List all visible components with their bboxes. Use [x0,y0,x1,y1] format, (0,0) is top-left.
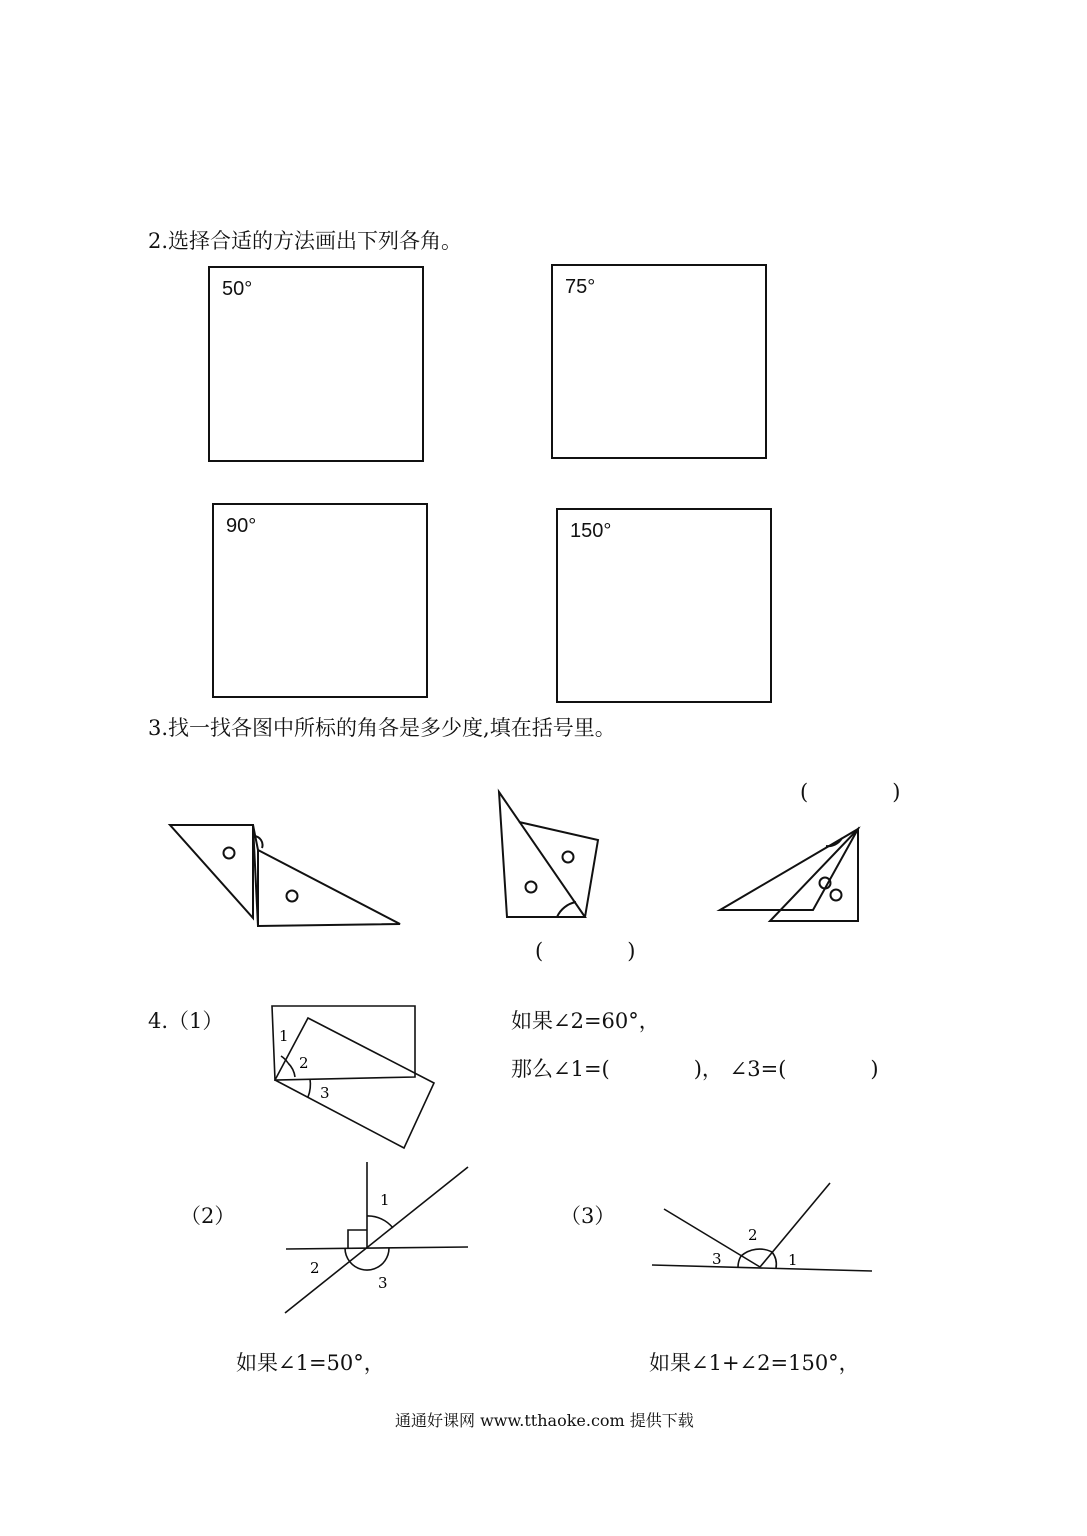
q4-part3-angle-1: 1 [788,1251,798,1269]
angle-box-label: 90° [226,515,257,537]
q4-part1-angle-2: 2 [299,1054,309,1072]
q2-title: 2.选择合适的方法画出下列各角。 [148,229,463,253]
q4-part2-angle-2: 2 [310,1259,320,1277]
angle-box-label: 150° [570,520,612,542]
q4-part1-label: 4.（1） [148,1009,224,1033]
q4-part2-angle-3: 3 [378,1274,388,1292]
q4-part2-condition: 如果∠1=50°， [236,1351,385,1375]
q3-blank-figure-2[interactable]: ( ) [535,939,636,963]
q4-part1-angle-3: 3 [320,1084,330,1102]
q4-part3-condition: 如果∠1+∠2=150°， [649,1351,860,1375]
q4-part3-angle-3: 3 [712,1250,722,1268]
q4-part2-angle-1: 1 [380,1191,390,1209]
footer-source: 通通好课网 www.tthaoke.com 提供下载 [395,1411,694,1430]
angle-box-label: 75° [565,276,596,298]
q3-blank-figure-3[interactable]: ( ) [800,780,901,804]
q4-part3-label: （3） [560,1204,616,1228]
q4-part3-angle-2: 2 [748,1226,758,1244]
q4-part1-angle-1: 1 [279,1027,289,1045]
q4-part1-condition: 如果∠2=60°， [511,1009,660,1033]
q4-part1-answer[interactable]: 那么∠1=( )， ∠3=( ) [511,1057,879,1081]
angle-box-label: 50° [222,278,253,300]
q3-title: 3.找一找各图中所标的角各是多少度,填在括号里。 [148,716,616,740]
q4-part2-label: （2） [180,1204,236,1228]
